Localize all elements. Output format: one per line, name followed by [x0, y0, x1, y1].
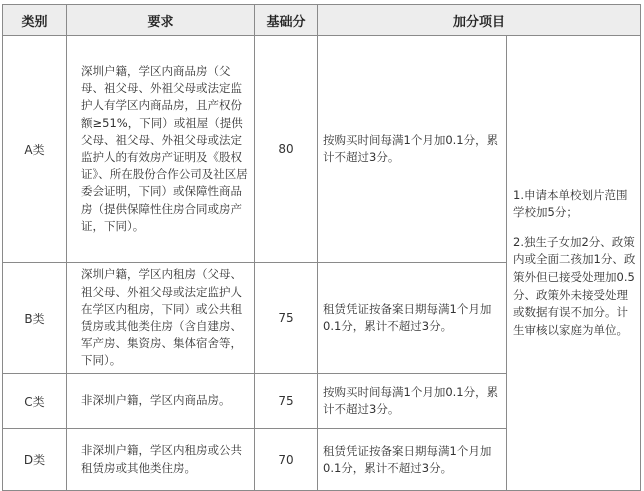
header-category: 类别 [3, 5, 67, 36]
row-bonus: 按购买时间每满1个月加0.1分，累计不超过3分。 [318, 36, 507, 263]
extra-bonus-cell [507, 36, 641, 491]
row-base-score: 75 [255, 263, 318, 374]
row-category: C类 [3, 374, 67, 429]
row-requirement: 非深圳户籍，学区内租房或公共租赁房或其他类住房。 [67, 429, 255, 491]
row-requirement: 非深圳户籍，学区内商品房。 [67, 374, 255, 429]
header-row [3, 5, 641, 36]
row-base-score: 80 [255, 36, 318, 263]
row-category: D类 [3, 429, 67, 491]
row-bonus: 按购买时间每满1个月加0.1分，累计不超过3分。 [318, 374, 507, 429]
row-base-score: 70 [255, 429, 318, 491]
row-bonus: 租赁凭证按备案日期每满1个月加0.1分，累计不超过3分。 [318, 429, 507, 491]
header-requirement: 要求 [67, 5, 255, 36]
header-bonus-items: 加分项目 [318, 5, 641, 36]
table-row [3, 36, 641, 263]
row-bonus: 租赁凭证按备案日期每满1个月加0.1分，累计不超过3分。 [318, 263, 507, 374]
row-category: A类 [3, 36, 67, 263]
extra-bonus-item-1: 1.申请本单校划片范围学校加5分； [513, 187, 628, 220]
row-requirement: 深圳户籍，学区内商品房（父母、祖父母、外祖父母或法定监护人有学区内商品房，且产权份额≥51%，下同）或祖屋（提供父母、祖父母、外祖父母或法定监护人的有效房产证明及《股权证》、所在股份合作公司及社区居委会证明，下同）或保障性商品房（提供保障性住房合同或房产证，下同）。 [67, 36, 255, 263]
extra-bonus-item-2: 2.独生子女加2分、政策内或全面二孩加1分、政策外但已接受处理加0.5分、政策外未接受处理或数据有误不加分。计生审核以家庭为单位。 [513, 234, 636, 337]
row-category: B类 [3, 263, 67, 374]
row-base-score: 75 [255, 374, 318, 429]
header-base-score: 基础分 [255, 5, 318, 36]
row-requirement: 深圳户籍，学区内租房（父母、祖父母、外祖父母或法定监护人在学区内租房，下同）或公共租赁房或其他类住房（含自建房、军产房、集资房、集体宿舍等，下同）。 [67, 263, 255, 374]
admission-scoring-table [2, 4, 641, 491]
